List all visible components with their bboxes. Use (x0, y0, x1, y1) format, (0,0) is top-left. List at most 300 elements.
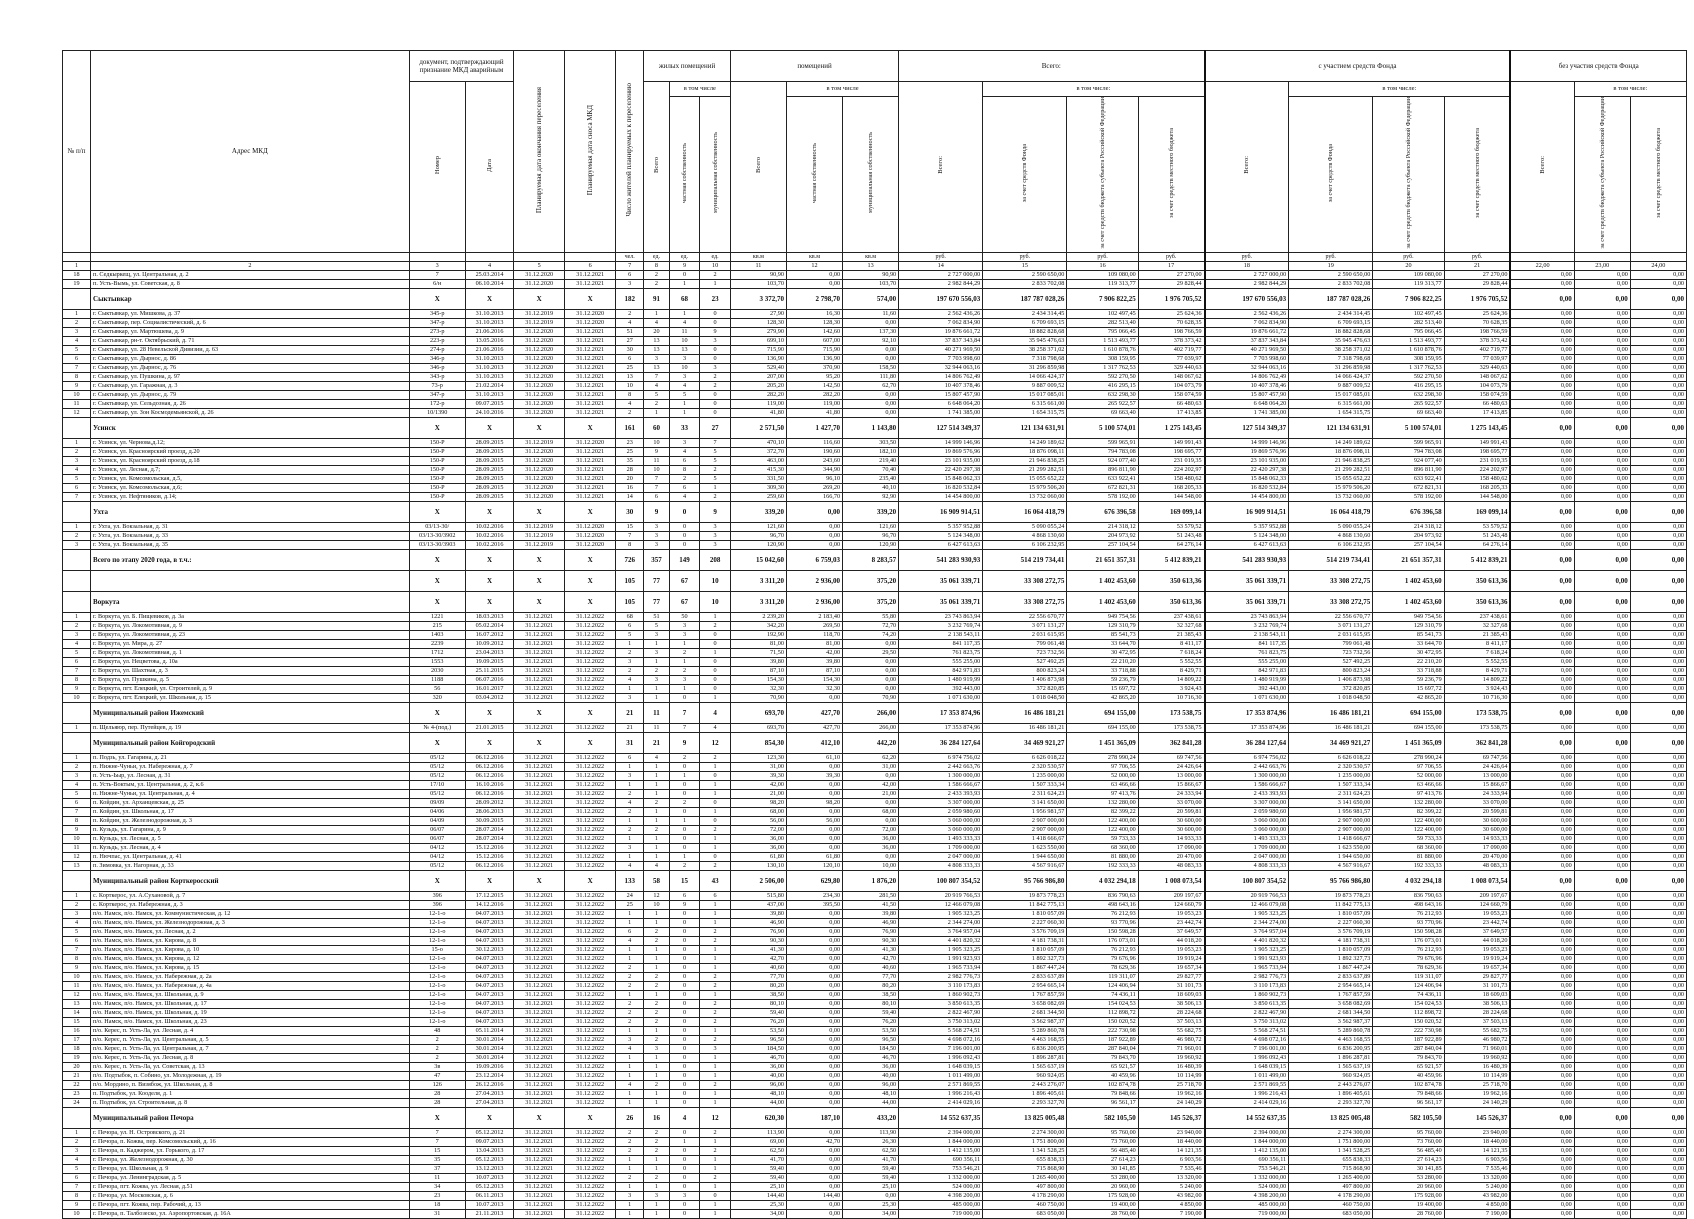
value-cell: 42,00 (786, 648, 842, 657)
value-cell: 40,10 (843, 483, 899, 492)
value-cell: 25.03.2014 (465, 270, 513, 279)
value-cell: 0,00 (1630, 693, 1686, 702)
value-cell: 198 695,77 (1444, 447, 1510, 456)
value-cell: 90,30 (730, 936, 786, 945)
value-cell: 03/13-30/3903 (409, 540, 465, 549)
value-cell: 23 940,00 (1444, 1128, 1510, 1137)
value-cell: 31.12.2022 (565, 1017, 616, 1026)
value-cell: 339,20 (843, 501, 899, 522)
value-cell: 0 (669, 1089, 700, 1098)
value-cell: 2239 (409, 639, 465, 648)
value-cell: 3 (644, 522, 669, 531)
value-cell: 31.10.2013 (465, 363, 513, 372)
plan-end-label: Планируемая дата окончания переселения (534, 87, 543, 214)
value-cell: 7 (644, 483, 669, 492)
unit-cell: руб. (1138, 252, 1204, 261)
value-cell: 31.12.2021 (565, 354, 616, 363)
value-cell: 1 406 873,98 (983, 675, 1067, 684)
col-doc-num-header (409, 82, 465, 253)
value-cell: 3 750 313,02 (899, 1017, 983, 1026)
value-cell: 346-р (409, 363, 465, 372)
value-cell: 5 (669, 390, 700, 399)
column-number-cell: 20 (1373, 261, 1444, 270)
value-cell: 4 (616, 1080, 644, 1089)
value-cell: 4 808 333,33 (1205, 861, 1289, 870)
value-cell: 9 887 009,52 (1289, 381, 1373, 390)
value-cell: 0,00 (1630, 408, 1686, 417)
value-cell: 0,00 (843, 657, 899, 666)
value-cell: 0,00 (1574, 657, 1630, 666)
value-cell: 0,00 (786, 1035, 842, 1044)
value-cell: 12-1-о (409, 954, 465, 963)
value-cell: 0,00 (1574, 936, 1630, 945)
value-cell: 31.12.2022 (565, 990, 616, 999)
table-row (63, 1128, 1687, 1137)
value-cell: 06.12.2016 (465, 762, 513, 771)
value-cell: 2 590 650,00 (1289, 270, 1373, 279)
value-cell: 22 210,20 (1067, 657, 1138, 666)
value-cell: 124 660,79 (1138, 900, 1204, 909)
value-cell: 0,00 (1574, 732, 1630, 753)
value-cell: 949 754,56 (1067, 612, 1138, 621)
value-cell: 0,00 (1574, 954, 1630, 963)
value-cell: 31.12.2021 (565, 408, 616, 417)
value-cell: 2 (409, 1035, 465, 1044)
value-cell: 23.04.2013 (465, 648, 513, 657)
value-cell: 205,20 (730, 381, 786, 390)
value-cell: 176 073,01 (1067, 936, 1138, 945)
value-cell: 116,60 (786, 438, 842, 447)
value-cell: 1 (616, 1053, 644, 1062)
value-cell: 2 822 467,90 (899, 1008, 983, 1017)
value-cell: 122 400,00 (1067, 816, 1138, 825)
value-cell: 282 513,40 (1373, 318, 1444, 327)
value-cell: 1 (700, 918, 731, 927)
value-cell: 6 974 756,02 (1205, 753, 1289, 762)
table-row (63, 399, 1687, 408)
row-number-cell: 5 (63, 1164, 91, 1173)
value-cell: X (409, 1107, 465, 1128)
value-cell: 0,00 (1630, 270, 1686, 279)
value-cell: 71 960,01 (1138, 1044, 1204, 1053)
value-cell: 31.12.2021 (565, 336, 616, 345)
value-cell: 0,00 (1630, 954, 1686, 963)
row-number-cell: 6 (63, 657, 91, 666)
value-cell: 719 000,00 (899, 1209, 983, 1218)
value-cell: 1 (644, 816, 669, 825)
value-cell: 0,00 (1630, 861, 1686, 870)
row-number-cell: 11 (63, 981, 91, 990)
col-with-total-header (1205, 82, 1289, 253)
value-cell: 555 255,00 (899, 657, 983, 666)
value-cell: 17 413,85 (1138, 408, 1204, 417)
value-cell: 17 090,00 (1138, 843, 1204, 852)
column-number-cell: 22,00 (1510, 261, 1574, 270)
value-cell: 136,90 (786, 354, 842, 363)
address-cell: п/о. Керес, п. Усть-Ла, ул. Советская, д. 13 (91, 1062, 410, 1071)
value-cell: 0,00 (1574, 381, 1630, 390)
value-cell: 0,00 (1630, 999, 1686, 1008)
value-cell: 0 (669, 762, 700, 771)
value-cell: 2 138 543,11 (899, 630, 983, 639)
address-cell: г. Сыктывкар, ул. Зон Космодемьянской, д. 26 (91, 408, 410, 417)
value-cell: 150 020,52 (1373, 1017, 1444, 1026)
value-cell: 2 681 344,50 (983, 1008, 1067, 1017)
address-cell: Муниципальный район Койгородский (91, 732, 410, 753)
value-cell: 693,70 (730, 702, 786, 723)
value-cell: 31.12.2021 (565, 327, 616, 336)
value-cell: 1 418 666,67 (1289, 834, 1373, 843)
row-number-cell: 4 (63, 465, 91, 474)
value-cell: 0,00 (1574, 309, 1630, 318)
value-cell: 1 451 365,09 (1373, 732, 1444, 753)
row-number-cell: 3 (63, 327, 91, 336)
value-cell: 4 (644, 381, 669, 390)
value-cell: 198 695,77 (1138, 447, 1204, 456)
value-cell: 3 (644, 1191, 669, 1200)
value-cell: 2 (616, 963, 644, 972)
value-cell: 16 909 914,51 (899, 501, 983, 522)
value-cell: 1 944 650,00 (983, 852, 1067, 861)
value-cell: 1 (644, 639, 669, 648)
row-number-cell: 10 (63, 693, 91, 702)
value-cell: 1 996 216,43 (899, 1089, 983, 1098)
value-cell: 231 019,35 (1444, 456, 1510, 465)
value-cell: 76 212,93 (1373, 945, 1444, 954)
value-cell: 31.12.2021 (565, 345, 616, 354)
value-cell: 345-р (409, 309, 465, 318)
value-cell: 7 703 998,60 (899, 354, 983, 363)
value-cell: 28 (409, 1098, 465, 1107)
value-cell: 463,00 (730, 456, 786, 465)
value-cell: 31.12.2020 (514, 270, 565, 279)
value-cell: 0,00 (1630, 1035, 1686, 1044)
total-row (63, 549, 1687, 570)
value-cell: 243,60 (786, 456, 842, 465)
value-cell: 123,30 (730, 753, 786, 762)
value-cell: 1 996 092,43 (1205, 1053, 1289, 1062)
value-cell: 31.12.2022 (565, 648, 616, 657)
value-cell: 59,40 (843, 1173, 899, 1182)
value-cell: 0,00 (1510, 900, 1574, 909)
value-cell: 04/12 (409, 843, 465, 852)
row-number-cell: 7 (63, 492, 91, 501)
row-number-cell: 19 (63, 1053, 91, 1062)
value-cell: 109 080,00 (1067, 270, 1138, 279)
value-cell: 0,00 (1510, 702, 1574, 723)
value-cell: 31.12.2022 (565, 900, 616, 909)
value-cell: 794 783,08 (1067, 447, 1138, 456)
value-cell: 2 344 274,00 (1205, 918, 1289, 927)
value-cell: 3 (669, 354, 700, 363)
value-cell: 12-1-о (409, 999, 465, 1008)
value-cell: 0,00 (1630, 1137, 1686, 1146)
value-cell: 16 820 532,84 (899, 483, 983, 492)
value-cell: 06.12.2016 (465, 771, 513, 780)
value-cell: 169 099,14 (1444, 501, 1510, 522)
value-cell: 10 407 378,46 (1205, 381, 1289, 390)
value-cell: 25 718,70 (1444, 1080, 1510, 1089)
value-cell: 4 178 290,00 (1289, 1191, 1373, 1200)
value-cell: 342,20 (730, 621, 786, 630)
value-cell: 95 766 986,80 (983, 870, 1067, 891)
value-cell: 15 042,60 (730, 549, 786, 570)
value-cell: 1 965 733,94 (899, 963, 983, 972)
value-cell: 497 800,00 (1289, 1182, 1373, 1191)
row-number-cell: 6 (63, 1173, 91, 1182)
value-cell: 2 (616, 666, 644, 675)
value-cell: 19 869 576,96 (899, 447, 983, 456)
value-cell: 36,00 (843, 843, 899, 852)
value-cell: 350 613,36 (1444, 570, 1510, 591)
value-cell: 136,90 (730, 354, 786, 363)
value-cell: 0,00 (1510, 1017, 1574, 1026)
address-cell: г. Ухта, ул. Вокзальная, д. 35 (91, 540, 410, 549)
table-row (63, 522, 1687, 531)
value-cell: 0 (669, 531, 700, 540)
value-cell: 23 (700, 288, 731, 309)
value-cell: 0,00 (1574, 990, 1630, 999)
value-cell: 31.12.2022 (565, 675, 616, 684)
value-cell: 35 061 339,71 (1205, 591, 1289, 612)
address-cell: с. Корткерос, ул. А.Сухановой, д. 7 (91, 891, 410, 900)
value-cell: 0,00 (1510, 1128, 1574, 1137)
value-cell: 960 924,05 (1289, 1071, 1373, 1080)
value-cell: 31.12.2021 (565, 279, 616, 288)
value-cell: 150-Р (409, 456, 465, 465)
value-cell: 0,00 (1574, 1044, 1630, 1053)
value-cell: 5 289 860,78 (1289, 1026, 1373, 1035)
value-cell: 15 055 652,22 (983, 474, 1067, 483)
value-cell: 2 (616, 1137, 644, 1146)
value-cell: 0,00 (1630, 417, 1686, 438)
value-cell: 1 (616, 909, 644, 918)
all-total-label: Всего: (937, 156, 945, 175)
value-cell: 0 (700, 318, 731, 327)
value-cell: 52 000,00 (1067, 771, 1138, 780)
value-cell: 0,00 (1510, 1062, 1574, 1071)
value-cell: 95 760,00 (1373, 1128, 1444, 1137)
value-cell: 20 960,00 (1067, 1182, 1138, 1191)
row-number-cell (63, 417, 91, 438)
table-row (63, 456, 1687, 465)
value-cell: 841 117,35 (899, 639, 983, 648)
value-cell: 31.12.2021 (514, 693, 565, 702)
value-cell: 0,00 (1630, 309, 1686, 318)
value-cell: 96,00 (730, 1080, 786, 1089)
value-cell: 1 (700, 789, 731, 798)
row-number-cell: 7 (63, 945, 91, 954)
value-cell: 21.06.2016 (465, 327, 513, 336)
address-cell: г. Печора, п. Талбозеско, ул. Аэропортовская, д. 16А (91, 1209, 410, 1218)
value-cell: 8 411,17 (1444, 639, 1510, 648)
value-cell: 7 618,24 (1138, 648, 1204, 657)
value-cell: 1 (669, 279, 700, 288)
value-cell: 16 064 418,79 (983, 501, 1067, 522)
value-cell: 4 (669, 492, 700, 501)
value-cell: 0,00 (1630, 1182, 1686, 1191)
value-cell: 0,00 (1574, 927, 1630, 936)
value-cell: 433,20 (843, 1107, 899, 1128)
value-cell: 3 (616, 1035, 644, 1044)
value-cell: 3 (700, 363, 731, 372)
value-cell: 0,00 (1510, 1164, 1574, 1173)
value-cell: 0,00 (1574, 870, 1630, 891)
table-row (63, 408, 1687, 417)
value-cell: 82 399,22 (1373, 807, 1444, 816)
value-cell: 0,00 (1510, 990, 1574, 999)
value-cell: 61,10 (786, 753, 842, 762)
value-cell: 4 (700, 723, 731, 732)
value-cell: 36,00 (730, 1062, 786, 1071)
value-cell: 42 865,20 (1373, 693, 1444, 702)
value-cell: 0 (669, 972, 700, 981)
value-cell: 30 141,85 (1067, 1164, 1138, 1173)
value-cell: 14 809,22 (1444, 675, 1510, 684)
row-number-cell: 1 (63, 891, 91, 900)
value-cell: 31.12.2022 (565, 816, 616, 825)
value-cell: 599 965,91 (1067, 438, 1138, 447)
value-cell: 42,00 (730, 780, 786, 789)
value-cell: 343-р (409, 372, 465, 381)
value-cell: 51 243,48 (1138, 531, 1204, 540)
address-cell: п/о. Намск, п/о. Намск, ул. Коммунистическая, д. 12 (91, 909, 410, 918)
without-total-label: Всего: (1539, 156, 1547, 175)
value-cell: 79 676,96 (1067, 954, 1138, 963)
value-cell: 0 (669, 1209, 700, 1218)
value-cell: 1 513 493,77 (1067, 336, 1138, 345)
value-cell: 2 (616, 648, 644, 657)
address-cell: г. Усинск, ул. Красноярский проезд, д.20 (91, 447, 410, 456)
value-cell: 33 308 272,75 (983, 591, 1067, 612)
table-row (63, 639, 1687, 648)
value-cell: 31.12.2020 (565, 522, 616, 531)
address-cell: п/о. Керес, п. Усть-Ла, ул. Лесная, д. 4 (91, 1026, 410, 1035)
value-cell: 1 996 216,43 (1205, 1089, 1289, 1098)
value-cell: 0,00 (786, 693, 842, 702)
value-cell: 527 492,25 (983, 657, 1067, 666)
value-cell: 77 039,97 (1444, 354, 1510, 363)
value-cell: 437,00 (730, 900, 786, 909)
value-cell: 0 (669, 522, 700, 531)
value-cell: 2 (616, 1017, 644, 1026)
value-cell: 2 (644, 825, 669, 834)
value-cell: 31.12.2021 (514, 852, 565, 861)
value-cell: 7 196 001,00 (1205, 1044, 1289, 1053)
value-cell: 121 134 631,91 (983, 417, 1067, 438)
value-cell: 279,90 (730, 327, 786, 336)
value-cell: 0,00 (1574, 1035, 1630, 1044)
value-cell: 154 024,53 (1373, 999, 1444, 1008)
value-cell: 0,00 (1630, 918, 1686, 927)
value-cell: 31.12.2022 (565, 1209, 616, 1218)
value-cell: 04/06 (409, 807, 465, 816)
value-cell: 3 141 650,00 (983, 798, 1067, 807)
value-cell: 5 100 574,01 (1373, 417, 1444, 438)
value-cell: 31.12.2021 (514, 954, 565, 963)
value-cell: 1 (700, 990, 731, 999)
value-cell: 3 850 613,35 (1205, 999, 1289, 1008)
value-cell: 4 032 294,18 (1067, 870, 1138, 891)
value-cell: 6 648 064,20 (1205, 399, 1289, 408)
value-cell: 51 (616, 327, 644, 336)
value-cell: 31.12.2021 (514, 1053, 565, 1062)
value-cell: 339,20 (730, 501, 786, 522)
row-number-cell: 8 (63, 372, 91, 381)
value-cell: 10 (700, 591, 731, 612)
value-cell: 3 (616, 1191, 644, 1200)
value-cell: 197 670 556,03 (1205, 288, 1289, 309)
col-doc-header: документ, подтверждающий признание МКД аварийным (409, 51, 514, 82)
value-cell: 854,30 (730, 732, 786, 753)
address-cell: г. Воркута, ул. Нецветова, д. 10а (91, 657, 410, 666)
value-cell: 273-р (409, 327, 465, 336)
value-cell: 7 535,46 (1444, 1164, 1510, 1173)
value-cell: 4 808 333,33 (899, 861, 983, 870)
value-cell: 39,30 (786, 771, 842, 780)
value-cell: 0,00 (1574, 501, 1630, 522)
value-cell: 6 (616, 621, 644, 630)
value-cell: 0,00 (1630, 540, 1686, 549)
value-cell: 192 333,33 (1373, 861, 1444, 870)
value-cell: 3 (616, 657, 644, 666)
value-cell: 31.12.2021 (565, 390, 616, 399)
value-cell: 0,00 (1510, 723, 1574, 732)
residents-label: Число жителей планируемых к переселению (625, 83, 634, 218)
unit-cell: руб. (983, 252, 1067, 261)
value-cell: 182,10 (843, 447, 899, 456)
value-cell: 1 956 981,57 (983, 807, 1067, 816)
value-cell: 1 976 705,52 (1138, 288, 1204, 309)
row-number-cell: 1 (63, 753, 91, 762)
value-cell: 0,00 (1510, 1209, 1574, 1218)
value-cell: 31.12.2021 (514, 1035, 565, 1044)
value-cell: 16.07.2012 (465, 630, 513, 639)
address-cell: п. Койдин, ул. Арханцевская, д. 25 (91, 798, 410, 807)
value-cell: 96,50 (843, 1035, 899, 1044)
value-cell: 0,00 (1574, 492, 1630, 501)
value-cell: 0,00 (1510, 936, 1574, 945)
value-cell: 0,00 (1510, 501, 1574, 522)
value-cell: 303,50 (843, 438, 899, 447)
value-cell: 192 333,33 (1067, 861, 1138, 870)
value-cell: 0,00 (786, 762, 842, 771)
value-cell: 28.09.2015 (465, 447, 513, 456)
value-cell: 1 (700, 909, 731, 918)
value-cell: 31.12.2022 (565, 639, 616, 648)
value-cell: 0 (669, 1200, 700, 1209)
value-cell: 96,70 (730, 531, 786, 540)
value-cell: 0,00 (1630, 684, 1686, 693)
address-cell: п. Усть-Вымь, ул. Советская, д. 8 (91, 279, 410, 288)
value-cell: 14 806 762,49 (899, 372, 983, 381)
value-cell: 13 320,00 (1444, 1173, 1510, 1182)
value-cell: 31.12.2022 (565, 1044, 616, 1053)
value-cell: 187 787 028,26 (1289, 288, 1373, 309)
value-cell: 2 059 980,60 (1205, 807, 1289, 816)
value-cell: 28 (409, 1089, 465, 1098)
row-number-cell: 3 (63, 909, 91, 918)
value-cell: 31.12.2022 (565, 666, 616, 675)
value-cell: X (514, 417, 565, 438)
value-cell: 1 265 400,00 (983, 1173, 1067, 1182)
value-cell: 0 (669, 936, 700, 945)
value-cell: 10 (616, 381, 644, 390)
value-cell: 31.12.2021 (514, 675, 565, 684)
value-cell: 3 (700, 336, 731, 345)
value-cell: 1 (669, 771, 700, 780)
value-cell: 31 101,73 (1444, 981, 1510, 990)
